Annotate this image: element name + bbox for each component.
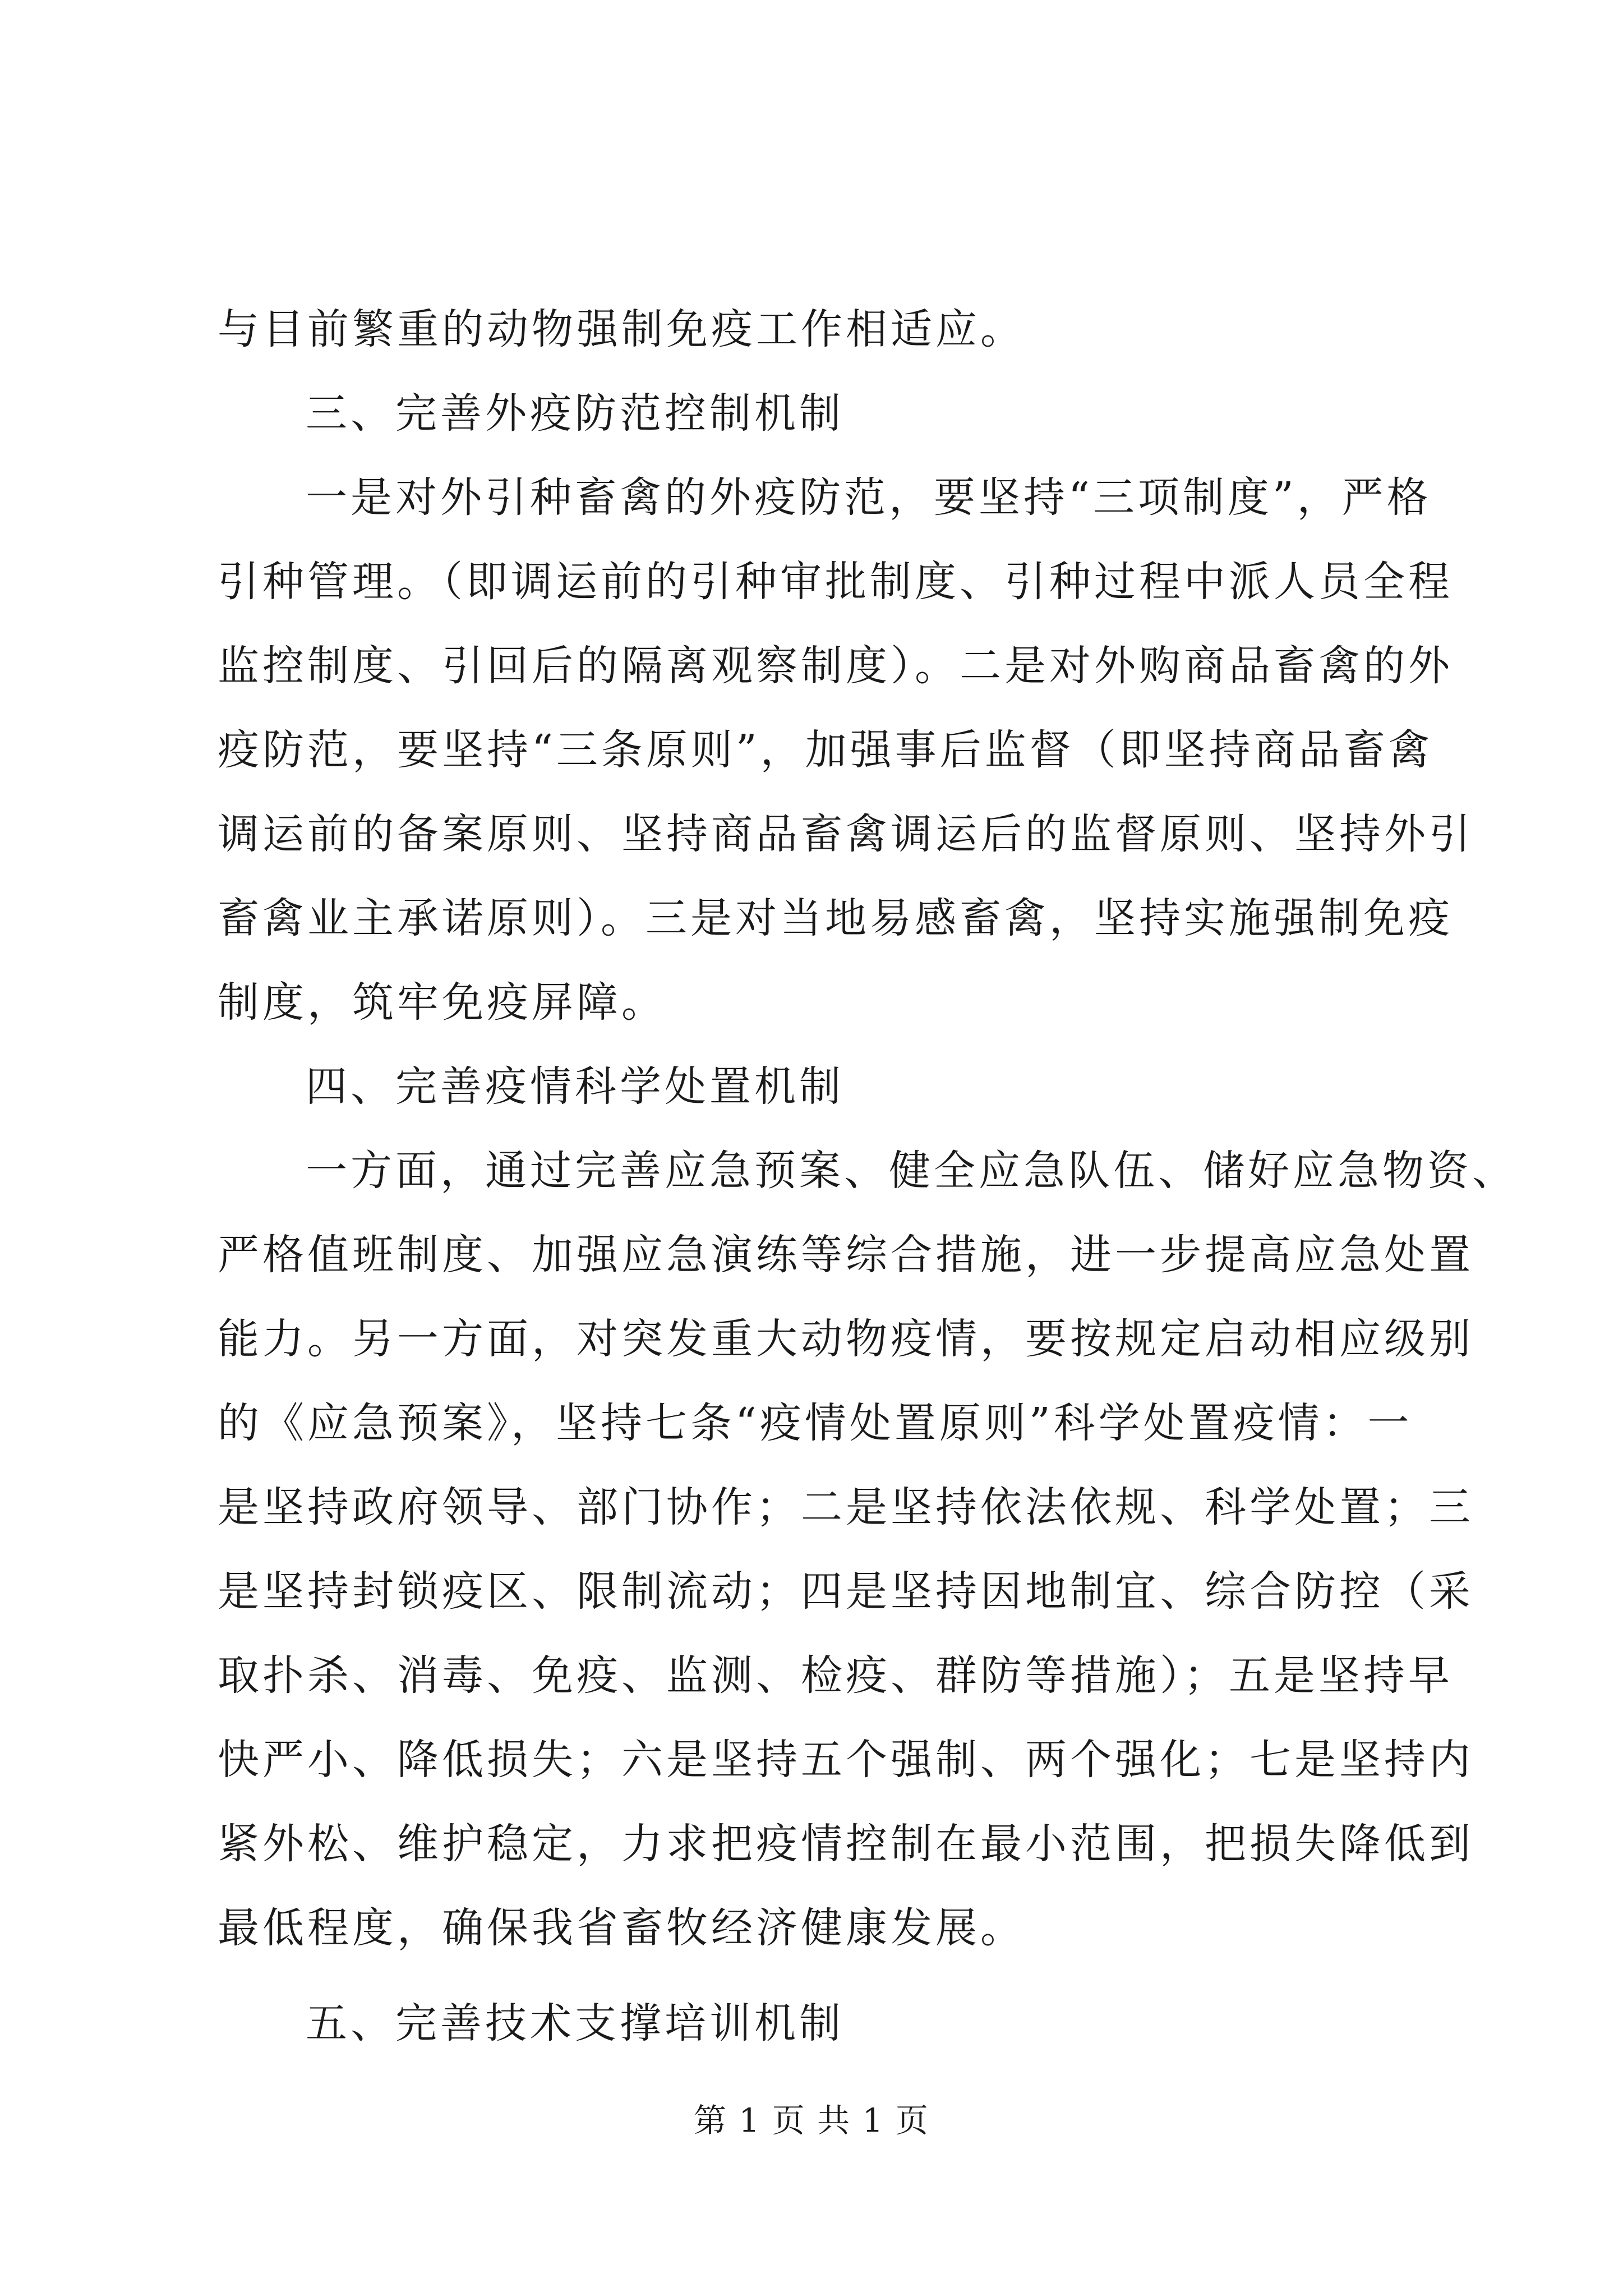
paragraph-line: 畜禽业主承诺原则）。三是对当地易感畜禽，坚持实施强制免疫 bbox=[218, 894, 1453, 942]
paragraph-line: 取扑杀、消毒、免疫、监测、检疫、群防等措施）；五是坚持早 bbox=[218, 1651, 1453, 1700]
paragraph-line: 一方面，通过完善应急预案、健全应急队伍、储好应急物资、 bbox=[306, 1147, 1517, 1195]
paragraph-line: 最低程度，确保我省畜牧经济健康发展。 bbox=[218, 1904, 1025, 1952]
paragraph-line: 一是对外引种畜禽的外疫防范，要坚持“三项制度”，严格 bbox=[306, 473, 1432, 522]
paragraph-line: 是坚持政府领导、部门协作；二是坚持依法依规、科学处置；三 bbox=[218, 1483, 1474, 1531]
paragraph-line: 紧外松、维护稳定，力求把疫情控制在最小范围，把损失降低到 bbox=[218, 1820, 1474, 1868]
page-footer: 第 1 页 共 1 页 bbox=[694, 2101, 929, 2139]
paragraph-line: 引种管理。（即调运前的引种审批制度、引种过程中派人员全程 bbox=[218, 558, 1453, 606]
section-heading-3: 三、完善外疫防范控制机制 bbox=[306, 389, 844, 438]
section-heading-5: 五、完善技术支撑培训机制 bbox=[306, 1999, 844, 2047]
text-line: 与目前繁重的动物强制免疫工作相适应。 bbox=[218, 305, 1025, 353]
paragraph-line: 疫防范，要坚持“三条原则”，加强事后监督（即坚持商品畜禽 bbox=[218, 726, 1433, 774]
paragraph-line: 调运前的备案原则、坚持商品畜禽调运后的监督原则、坚持外引 bbox=[218, 810, 1474, 858]
paragraph-line: 监控制度、引回后的隔离观察制度）。二是对外购商品畜禽的外 bbox=[218, 642, 1453, 690]
paragraph-line: 制度，筑牢免疫屏障。 bbox=[218, 978, 666, 1027]
section-heading-4: 四、完善疫情科学处置机制 bbox=[306, 1062, 844, 1111]
paragraph-line: 是坚持封锁疫区、限制流动；四是坚持因地制宜、综合防控（采 bbox=[218, 1567, 1474, 1616]
paragraph-line: 严格值班制度、加强应急演练等综合措施，进一步提高应急处置 bbox=[218, 1231, 1474, 1279]
paragraph-line: 能力。另一方面，对突发重大动物疫情，要按规定启动相应级别 bbox=[218, 1315, 1474, 1363]
paragraph-line: 的《应急预案》，坚持七条“疫情处置原则”科学处置疫情：一 bbox=[218, 1399, 1413, 1447]
paragraph-line: 快严小、降低损失；六是坚持五个强制、两个强化；七是坚持内 bbox=[218, 1736, 1474, 1784]
